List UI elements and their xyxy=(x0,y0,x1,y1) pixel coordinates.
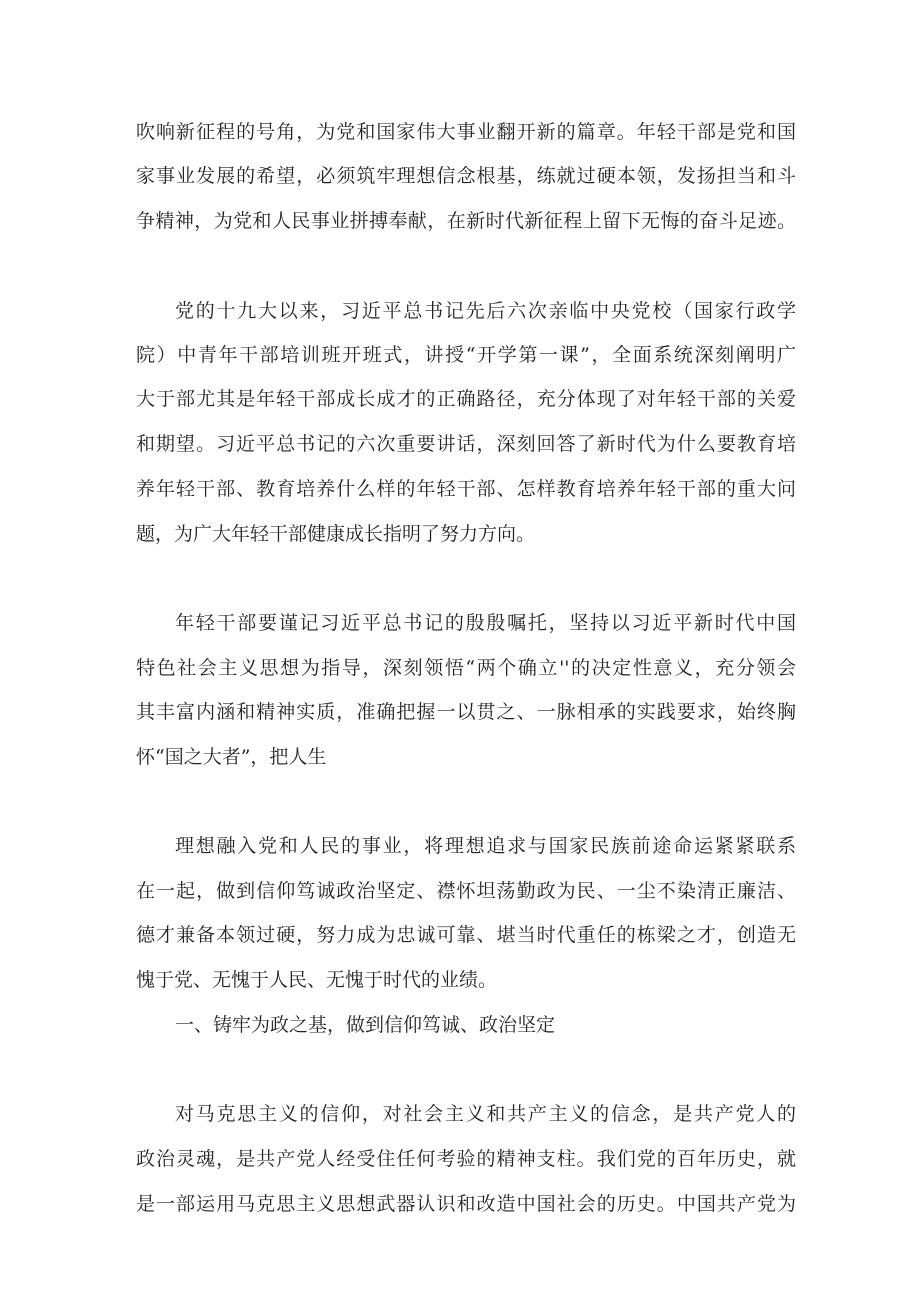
paragraph-4-line-4: 愧于党、无愧于人民、无愧于时代的业绩。 xyxy=(136,969,498,991)
paragraph-3-line-3: 其丰富内涵和精神实质，准确把握一以贯之、一脉相承的实践要求，始终胸 xyxy=(136,701,796,723)
paragraph-1-line-3: 争精神，为党和人民事业拼搏奉献，在新时代新征程上留下无悔的奋斗足迹。 xyxy=(136,210,796,232)
paragraph-4-line-3: 德才兼备本领过硬，努力成为忠诚可靠、堪当时代重任的栋梁之才，创造无 xyxy=(136,924,796,946)
paragraph-2-line-5: 养年轻干部、教育培养什么样的年轻干部、怎样教育培养年轻干部的重大问 xyxy=(136,478,796,500)
paragraph-3-line-4: 怀“国之大者”，把人生 xyxy=(136,746,327,768)
section-heading-1: 一、铸牢为政之基，做到信仰笃诚、政治坚定 xyxy=(175,1014,556,1036)
paragraph-2-line-2: 院）中青年干部培训班开班式，讲授“开学第一课”，全面系统深刻阐明广 xyxy=(136,344,796,366)
paragraph-6-line-1: 对马克思主义的信仰，对社会主义和共产主义的信念，是共产党人的 xyxy=(175,1103,796,1125)
paragraph-2-line-3: 大于部尤其是年轻干部成长成才的正确路径，充分体现了对年轻干部的关爱 xyxy=(136,388,796,410)
paragraph-6-line-3: 是一部运用马克思主义思想武器认识和改造中国社会的历史。中国共产党为 xyxy=(136,1193,796,1215)
paragraph-4-line-1: 理想融入党和人民的事业，将理想追求与国家民族前途命运紧紧联系 xyxy=(175,835,796,857)
paragraph-3-line-1: 年轻干部要谨记习近平总书记的殷殷嘱托，坚持以习近平新时代中国 xyxy=(175,612,796,634)
paragraph-3-line-2: 特色社会主义思想为指导，深刻领悟“两个确立''的决定性意义，充分领会 xyxy=(136,657,796,679)
paragraph-1-line-2: 家事业发展的希望，必须筑牢理想信念根基，练就过硬本领，发扬担当和斗 xyxy=(136,165,796,187)
paragraph-4-line-2: 在一起，做到信仰笃诚政治坚定、襟怀坦荡勤政为民、一尘不染清正廉洁、 xyxy=(136,880,796,902)
paragraph-1-line-1: 吹响新征程的号角，为党和国家伟大事业翻开新的篇章。年轻干部是党和国 xyxy=(136,121,796,143)
paragraph-6-line-2: 政治灵魂，是共产党人经受住任何考验的精神支柱。我们党的百年历史，就 xyxy=(136,1148,796,1170)
paragraph-2-line-1: 党的十九大以来，习近平总书记先后六次亲临中央党校（国家行政学 xyxy=(175,300,796,322)
paragraph-2-line-4: 和期望。习近平总书记的六次重要讲话，深刻回答了新时代为什么要教育培 xyxy=(136,433,796,455)
paragraph-2-line-6: 题，为广大年轻干部健康成长指明了努力方向。 xyxy=(136,523,536,545)
